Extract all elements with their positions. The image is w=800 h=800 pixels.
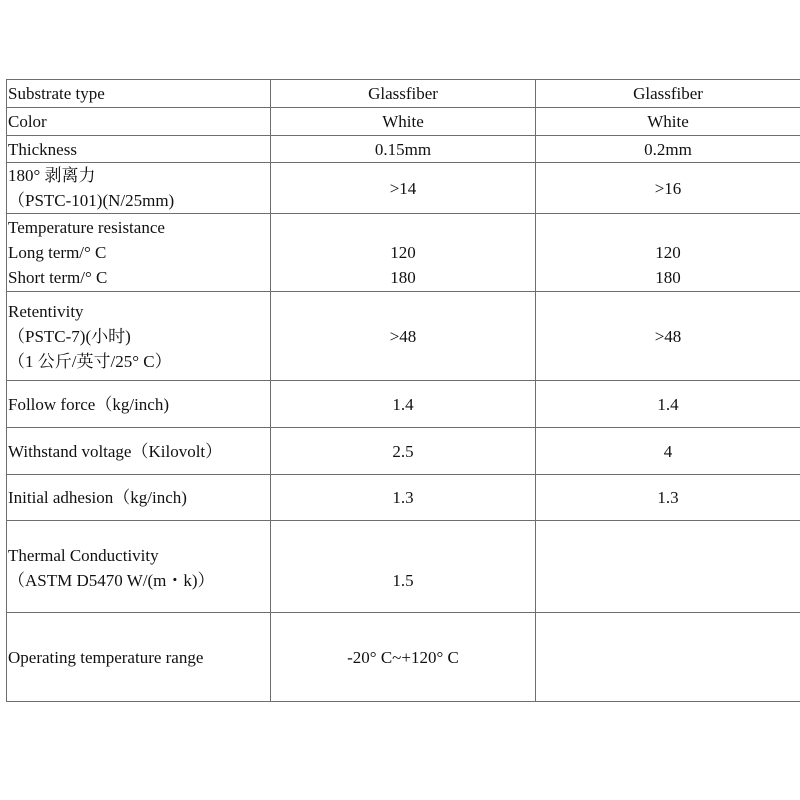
cell-value: White — [647, 112, 689, 131]
value-cell — [536, 108, 800, 136]
value-cell — [536, 428, 800, 475]
row-label-cell — [7, 521, 271, 613]
cell-value: >16 — [654, 178, 682, 198]
value-cell — [271, 292, 536, 381]
value-cell — [271, 521, 536, 613]
table-row — [7, 521, 800, 613]
row-label-sub: （PSTC-101)(N/25mm) — [8, 191, 175, 210]
row-label: Thickness — [8, 139, 77, 159]
value-cell — [271, 163, 536, 214]
value-cell — [271, 80, 536, 108]
spec-table — [6, 79, 800, 702]
value-cell — [536, 475, 800, 521]
cell-value: 0.2mm — [644, 139, 692, 159]
table-row — [7, 214, 800, 292]
value-cell — [536, 292, 800, 381]
row-label: Follow force（kg/inch) — [8, 394, 169, 414]
cell-value: 2.5 — [392, 441, 414, 461]
table-row — [7, 136, 800, 163]
row-label-cell — [7, 163, 271, 214]
row-label-cell — [7, 214, 271, 292]
cell-value: White — [382, 112, 424, 131]
value-cell — [536, 381, 800, 428]
value-cell — [536, 163, 800, 214]
value-cell — [536, 521, 800, 613]
value-cell — [536, 214, 800, 292]
value-cell — [271, 214, 536, 292]
value-cell — [536, 80, 800, 108]
row-label-cell — [7, 80, 271, 108]
cell-value: 1.3 — [392, 488, 414, 507]
cell-value: 4 — [663, 441, 673, 461]
value-cell — [536, 613, 800, 702]
row-label-cell — [7, 613, 271, 702]
row-label-sub: （1 公斤/英寸/25° C） — [8, 351, 172, 371]
row-label-cell — [7, 292, 271, 381]
cell-value: 1.4 — [657, 394, 679, 414]
row-label-sub: （PSTC-7)(小时) — [8, 326, 131, 346]
row-label-sub: Short term/° C — [8, 268, 108, 287]
cell-value: 1.3 — [657, 488, 679, 507]
table-row — [7, 292, 800, 381]
cell-value: 180 — [655, 268, 681, 287]
row-label: Initial adhesion（kg/inch) — [8, 488, 187, 507]
row-label: Operating temperature range — [8, 647, 204, 667]
cell-value — [271, 215, 535, 240]
cell-value: -20° C~+120° C — [347, 647, 459, 667]
row-label: Thermal Conductivity — [8, 546, 159, 565]
row-label-sub: （ASTM D5470 W/(m・k)） — [8, 571, 215, 590]
value-cell — [271, 381, 536, 428]
row-label: Temperature resistance — [8, 218, 165, 237]
row-label-cell — [7, 108, 271, 136]
table-row — [7, 428, 800, 475]
row-label: Color — [8, 112, 47, 131]
row-label: 180° 剥离力 — [8, 166, 96, 185]
value-cell — [271, 475, 536, 521]
table-row — [7, 613, 800, 702]
value-cell — [271, 613, 536, 702]
value-cell — [271, 136, 536, 163]
cell-value: 120 — [655, 243, 681, 262]
value-cell — [271, 428, 536, 475]
cell-value: >48 — [654, 326, 682, 346]
table-row — [7, 108, 800, 136]
cell-value: Glassfiber — [633, 84, 703, 103]
row-label: Substrate type — [8, 84, 105, 103]
cell-value: >14 — [389, 178, 417, 198]
cell-value: 0.15mm — [374, 139, 432, 159]
cell-value: Glassfiber — [368, 84, 438, 103]
cell-value: 180 — [390, 268, 416, 287]
row-label-cell — [7, 428, 271, 475]
table-row — [7, 381, 800, 428]
row-label-cell — [7, 381, 271, 428]
row-label-cell — [7, 475, 271, 521]
table-row — [7, 163, 800, 214]
table-row — [7, 80, 800, 108]
value-cell — [536, 136, 800, 163]
value-cell — [271, 108, 536, 136]
row-label: Retentivity — [8, 301, 84, 321]
table-row — [7, 475, 800, 521]
row-label: Withstand voltage（Kilovolt） — [8, 441, 223, 461]
cell-value — [536, 215, 800, 240]
row-label-cell — [7, 136, 271, 163]
cell-value: 1.4 — [392, 394, 414, 414]
cell-value: 1.5 — [392, 571, 414, 590]
cell-value: 120 — [390, 243, 416, 262]
row-label-sub: Long term/° C — [8, 243, 107, 262]
cell-value: >48 — [389, 326, 417, 346]
